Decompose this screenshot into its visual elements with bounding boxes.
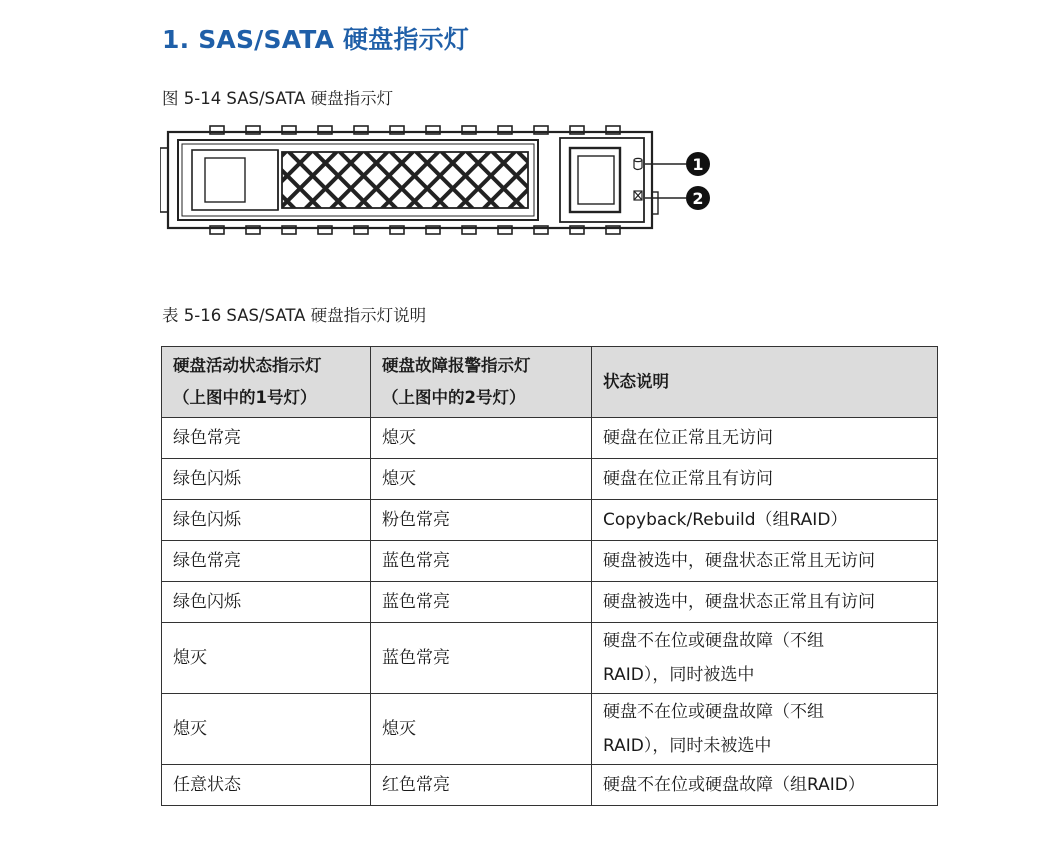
cell-status-line2: RAID），同时未被选中 <box>603 736 772 756</box>
drive-tray-illustration <box>160 122 720 242</box>
cell-activity: 绿色闪烁 <box>162 500 371 541</box>
fault-led-icon <box>634 191 642 200</box>
header-activity-line1: 硬盘活动状态指示灯 <box>173 356 322 375</box>
header-fault-line2: （上图中的2号灯） <box>382 388 526 407</box>
cell-fault: 红色常亮 <box>371 765 592 806</box>
cell-status: 硬盘被选中，硬盘状态正常且无访问 <box>592 541 938 582</box>
activity-led-icon <box>634 158 642 169</box>
cell-status: 硬盘在位正常且有访问 <box>592 459 938 500</box>
cell-activity: 绿色常亮 <box>162 541 371 582</box>
cell-fault: 蓝色常亮 <box>371 623 592 694</box>
cell-status-line1: 硬盘不在位或硬盘故障（不组 <box>603 631 824 651</box>
header-fault-led <box>371 347 592 418</box>
section-heading: 1. SAS/SATA 硬盘指示灯 <box>162 25 470 54</box>
header-status <box>592 347 938 418</box>
callout-1-label: 1 <box>692 155 704 174</box>
table-row <box>162 765 938 806</box>
table-caption: 表 5-16 SAS/SATA 硬盘指示灯说明 <box>162 306 427 325</box>
cell-activity: 绿色闪烁 <box>162 582 371 623</box>
cell-status: 硬盘不在位或硬盘故障（组RAID） <box>592 765 938 806</box>
cell-status <box>592 623 938 694</box>
cell-status-line1: 硬盘不在位或硬盘故障（不组 <box>603 702 824 722</box>
cell-status: Copyback/Rebuild（组RAID） <box>592 500 938 541</box>
header-activity-line2: （上图中的1号灯） <box>173 388 317 407</box>
header-status-label: 状态说明 <box>603 372 669 391</box>
table-header-row <box>162 347 938 418</box>
table-row <box>162 541 938 582</box>
table-row <box>162 623 938 694</box>
table-row <box>162 582 938 623</box>
cell-fault: 熄灭 <box>371 694 592 765</box>
cell-status: 硬盘被选中，硬盘状态正常且有访问 <box>592 582 938 623</box>
figure-caption: 图 5-14 SAS/SATA 硬盘指示灯 <box>162 89 394 108</box>
cell-fault: 蓝色常亮 <box>371 541 592 582</box>
table-row <box>162 418 938 459</box>
cell-activity: 绿色常亮 <box>162 418 371 459</box>
header-fault-line1: 硬盘故障报警指示灯 <box>382 356 531 375</box>
cell-status-line2: RAID），同时被选中 <box>603 665 755 685</box>
indicator-table <box>161 346 938 806</box>
cell-activity: 熄灭 <box>162 623 371 694</box>
callout-2-label: 2 <box>692 189 704 208</box>
cell-status <box>592 694 938 765</box>
cell-fault: 熄灭 <box>371 418 592 459</box>
cell-activity: 任意状态 <box>162 765 371 806</box>
drive-tray-figure <box>160 122 720 242</box>
cell-status: 硬盘在位正常且无访问 <box>592 418 938 459</box>
cell-fault: 熄灭 <box>371 459 592 500</box>
cell-activity: 熄灭 <box>162 694 371 765</box>
cell-fault: 粉色常亮 <box>371 500 592 541</box>
table-row <box>162 500 938 541</box>
header-activity-led <box>162 347 371 418</box>
table-row <box>162 694 938 765</box>
cell-activity: 绿色闪烁 <box>162 459 371 500</box>
table-row <box>162 459 938 500</box>
cell-fault: 蓝色常亮 <box>371 582 592 623</box>
